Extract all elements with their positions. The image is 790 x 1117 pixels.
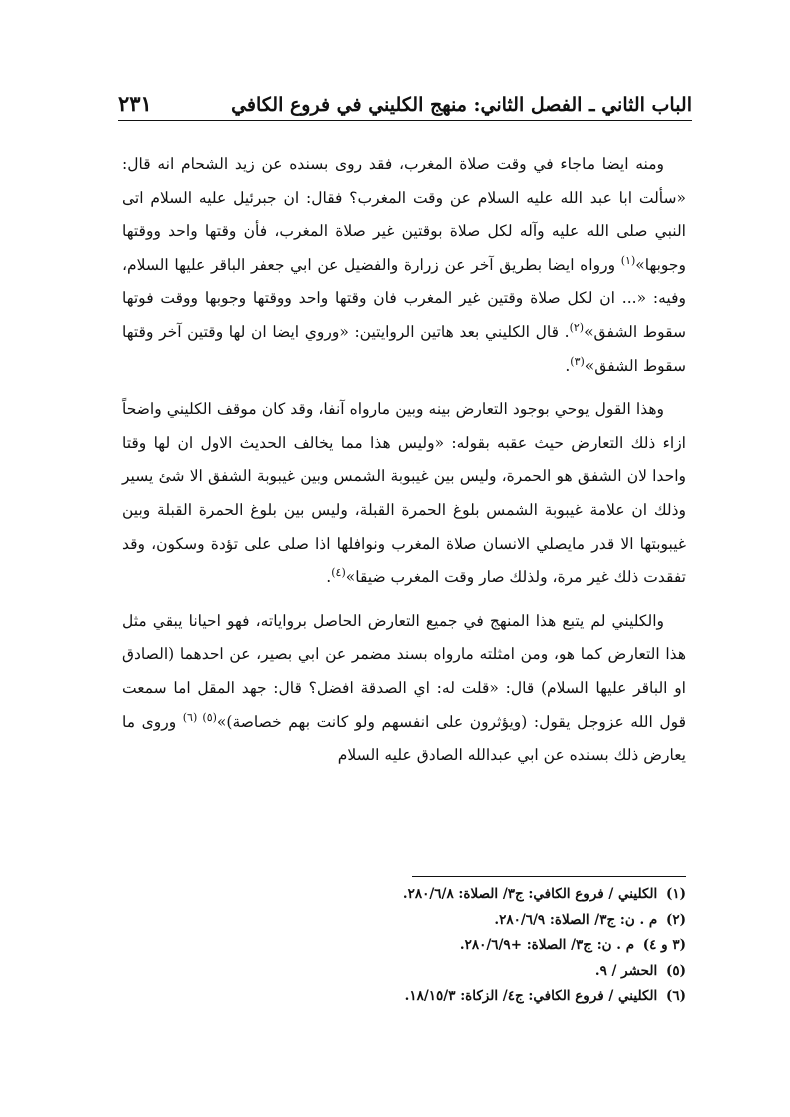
footnote-number: (٢) (665, 911, 686, 928)
text-run: . قال الكليني بعد هاتين الروايتين: «وروي ايضا ان لها وقتين آخر وقتها سقوط الشفق» (122, 322, 686, 375)
footnote (122, 933, 686, 959)
footnote (122, 959, 686, 985)
text-run: ورواه ايضا بطريق آخر عن زرارة والفضيل عن ابي جعفر الباقر عليها السلام، وفيه: «... ان لكل صلاة وقتين غير المغرب فان وقتها واحد ووقتها وجوبها ووقت فوتها سقوط الشفق» (122, 255, 686, 341)
footnote (122, 984, 686, 1010)
footnote-number: (٥) (665, 962, 686, 979)
text-run: . (565, 356, 571, 375)
footnote-ref: (٤) (331, 565, 346, 579)
footnote-text: م . ن: ج٣/ الصلاة: +٢٨٠/٦/٩. (459, 937, 635, 953)
text-run: ومنه ايضا ماجاء في وقت صلاة المغرب، فقد روى بسنده عن زيد الشحام انه قال: «سألت ابا عبد الله عليه السلام عن وقت المغرب؟ فقال: ان جبرئيل عليه السلام اتى النبي صلى الله عليه وآله لكل صلاة بوقتين غير صلاة المغرب، فأن وقتها واحد ووقتها وجوبها» (122, 155, 686, 274)
footnote-ref: (٥) (٦) (182, 710, 217, 724)
footnote-ref: (٣) (570, 354, 585, 368)
paragraph (122, 393, 686, 595)
footnote (122, 908, 686, 934)
text-run: والكليني لم يتبع هذا المنهج في جميع التعارض الحاصل برواياته، فهو احيانا يبقي مثل هذا التعارض كما هو، ومن امثلته مارواه بسند مضمر عن ابي بصير، عن احدهما (الصادق او الباقر عليها السلام) قال: «قلت له: اي الصدقة افضل؟ قال: جهد المقل اما سمعت قول الله عزوجل يقول: (ويؤثرون على انفسهم ولو كانت بهم خصاصة)» (122, 611, 686, 731)
running-title: الباب الثاني ـ الفصل الثاني: منهج الكليني في فروع الكافي (231, 94, 692, 116)
body-text (122, 148, 686, 783)
footnote-text: الكليني / فروع الكافي: ج٤/ الزكاة: ١٨/١٥/٣. (404, 988, 658, 1004)
footnote-text: الكليني / فروع الكافي: ج٣/ الصلاة: ٢٨٠/٦/٨. (402, 886, 658, 902)
footnote (122, 882, 686, 908)
paragraph (122, 605, 686, 773)
page-header (118, 84, 692, 121)
footnote-text: م . ن: ج٣/ الصلاة: ٢٨٠/٦/٩. (494, 911, 658, 928)
footnote-number: (١) (665, 886, 686, 902)
page-number: ٢٣١ (118, 91, 152, 116)
text-run: وهذا القول يوحي بوجود التعارض بينه وبين مارواه آنفا، وقد كان موقف الكليني واضحاً ازاء ذلك التعارض حيث عقبه بقوله: «وليس هذا مما يخالف الحديث الاول ان لها وقتا واحدا لان الشفق هو الحمرة، وليس بين غيبوبة الشمس وبين غيبوبة الشفق الا شئ يسير وذلك ان علامة غيبوبة الشمس بلوغ الحمرة القبلة، وليس بين بلوغ الحمرة القبلة وبين غيبوبتها الا قدر مايصلي الانسان صلاة المغرب ونوافلها اذا صلى على تؤدة وسكون، وقد تفقدت ذلك غير مرة، ولذلك صار وقت المغرب ضيقا» (122, 400, 686, 587)
footnote-number: (٦) (665, 988, 686, 1004)
footnote-text: الحشر / ٩. (594, 962, 658, 979)
footnote-ref: (١) (620, 253, 636, 267)
footnotes (122, 882, 686, 1010)
paragraph (122, 148, 686, 383)
text-run: . (326, 568, 332, 587)
footnote-number: (٣ و ٤) (642, 937, 686, 953)
text-run: وروى ما يعارض ذلك بسنده عن ابي عبدالله الصادق عليه السلام (122, 712, 686, 765)
footnote-ref: (٢) (569, 320, 585, 334)
footnote-divider (412, 876, 686, 877)
